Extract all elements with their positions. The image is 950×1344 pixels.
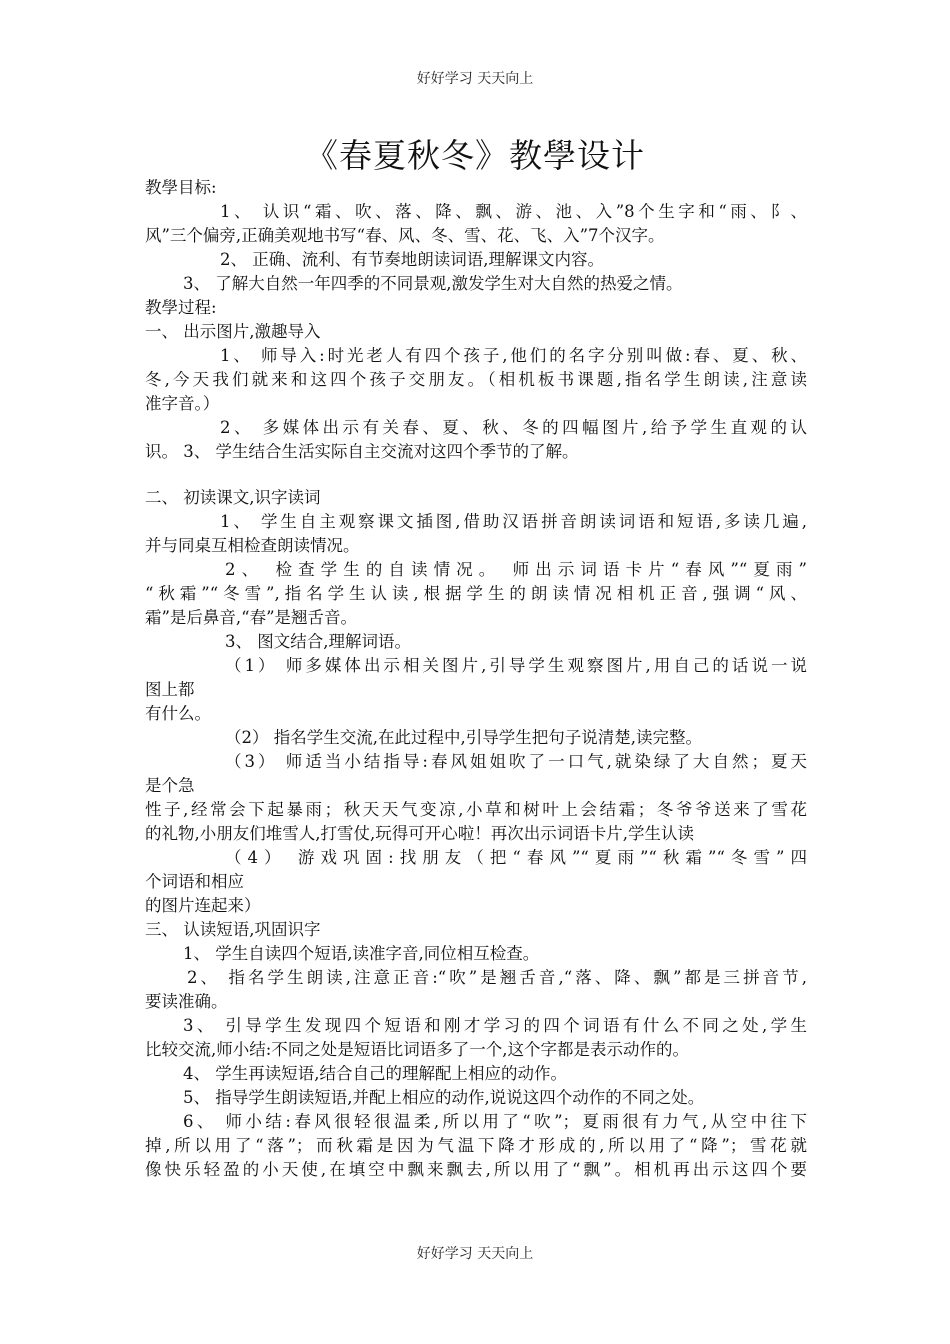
text-line: （1） 师多媒体出示相关图片,引导学生观察图片,用自己的话说一说 <box>225 656 807 675</box>
text-line: 有什么。 <box>145 704 211 723</box>
page-header: 好好学习 天天向上 <box>416 71 534 87</box>
text-line: 教學过程: <box>145 298 217 317</box>
text-line: 2、 正确、流利、有节奏地朗读词语,理解课文内容。 <box>220 250 604 269</box>
text-line: 二、 初读课文,识字读词 <box>145 488 321 507</box>
text-line: 5、 指导学生朗读短语,并配上相应的动作,说说这四个动作的不同之处。 <box>183 1088 705 1107</box>
text-line: 一、 出示图片,激趣导入 <box>145 322 321 341</box>
text-line: 2、 多媒体出示有关春、夏、秋、冬的四幅图片,给予学生直观的认 <box>220 418 807 437</box>
text-line: 4、 学生再读短语,结合自己的理解配上相应的动作。 <box>183 1064 567 1083</box>
text-line: 的图片连起来） <box>145 896 261 915</box>
text-line: 个词语和相应 <box>145 872 244 891</box>
text-line: 1、 学生自主观察课文插图,借助汉语拼音朗读词语和短语,多读几遍, <box>220 512 807 531</box>
text-line: 1、 学生自读四个短语,读准字音,同位相互检查。 <box>183 944 540 963</box>
text-line: 1、 师导入:时光老人有四个孩子,他们的名字分别叫做:春、夏、秋、 <box>220 346 807 365</box>
text-line: 三、 认读短语,巩固识字 <box>145 920 321 939</box>
text-line: 1、 认识“霜、吹、落、降、飘、游、池、入”8个生字和“雨、阝、 <box>220 202 807 221</box>
document-body <box>145 176 807 1182</box>
text-line: 3、 了解大自然一年四季的不同景观,激发学生对大自然的热爱之情。 <box>183 274 683 293</box>
text-line: 3、 引导学生发现四个短语和刚才学习的四个词语有什么不同之处,学生 <box>183 1016 807 1035</box>
text-line: 掉,所以用了“落”；而秋霜是因为气温下降才形成的,所以用了“降”；雪花就 <box>145 1136 807 1155</box>
text-line: 2、 检查学生的自读情况。 师出示词语卡片“春风”“夏雨” <box>225 560 807 579</box>
text-line: （3） 师适当小结指导:春风姐姐吹了一口气,就染绿了大自然；夏天 <box>225 752 807 771</box>
text-line: 冬,今天我们就来和这四个孩子交朋友。（相机板书课题,指名学生朗读,注意读 <box>145 370 807 389</box>
blank-line <box>145 464 807 486</box>
text-line: 3、 图文结合,理解词语。 <box>225 632 411 651</box>
text-line: 教學目标: <box>145 178 217 197</box>
text-line: 并与同桌互相检查朗读情况。 <box>145 536 360 555</box>
text-line: 2、 指名学生朗读,注意正音:“吹”是翘舌音,“落、降、飘”都是三拼音节, <box>187 968 807 987</box>
text-line: 是个急 <box>145 776 195 795</box>
text-line: “秋霜”“冬雪”,指名学生认读,根据学生的朗读情况相机正音,强调“风、 <box>145 584 807 603</box>
text-line: 要读准确。 <box>145 992 228 1011</box>
text-line: （4） 游戏巩固:找朋友（把“春风”“夏雨”“秋霜”“冬雪”四 <box>225 848 807 867</box>
text-line: 6、 师小结:春风很轻很温柔,所以用了“吹”；夏雨很有力气,从空中往下 <box>183 1112 807 1131</box>
text-line: 像快乐轻盈的小天使,在填空中飘来飘去,所以用了“飘”。相机再出示这四个要 <box>145 1160 807 1179</box>
page-footer: 好好学习 天天向上 <box>416 1246 534 1262</box>
text-line: 识。 3、 学生结合生活实际自主交流对这四个季节的了解。 <box>145 442 579 461</box>
text-line: （2） 指名学生交流,在此过程中,引导学生把句子说清楚,读完整。 <box>225 728 702 747</box>
text-line: 图上都 <box>145 680 195 699</box>
text-line: 的礼物,小朋友们堆雪人,打雪仗,玩得可开心啦！再次出示词语卡片,学生认读 <box>145 824 694 843</box>
text-line: 性子,经常会下起暴雨；秋天天气变凉,小草和树叶上会结霜；冬爷爷送来了雪花 <box>145 800 807 819</box>
text-line: 风”三个偏旁,正确美观地书写“春、风、冬、雪、花、飞、入”7个汉字。 <box>145 226 665 245</box>
text-line: 比较交流,师小结:不同之处是短语比词语多了一个,这个字都是表示动作的。 <box>145 1040 690 1059</box>
text-line: 准字音。） <box>145 394 220 413</box>
document-title: 《春夏秋冬》教學设计 <box>305 136 645 175</box>
text-line: 霜”是后鼻音,“春”是翘舌音。 <box>145 608 358 627</box>
